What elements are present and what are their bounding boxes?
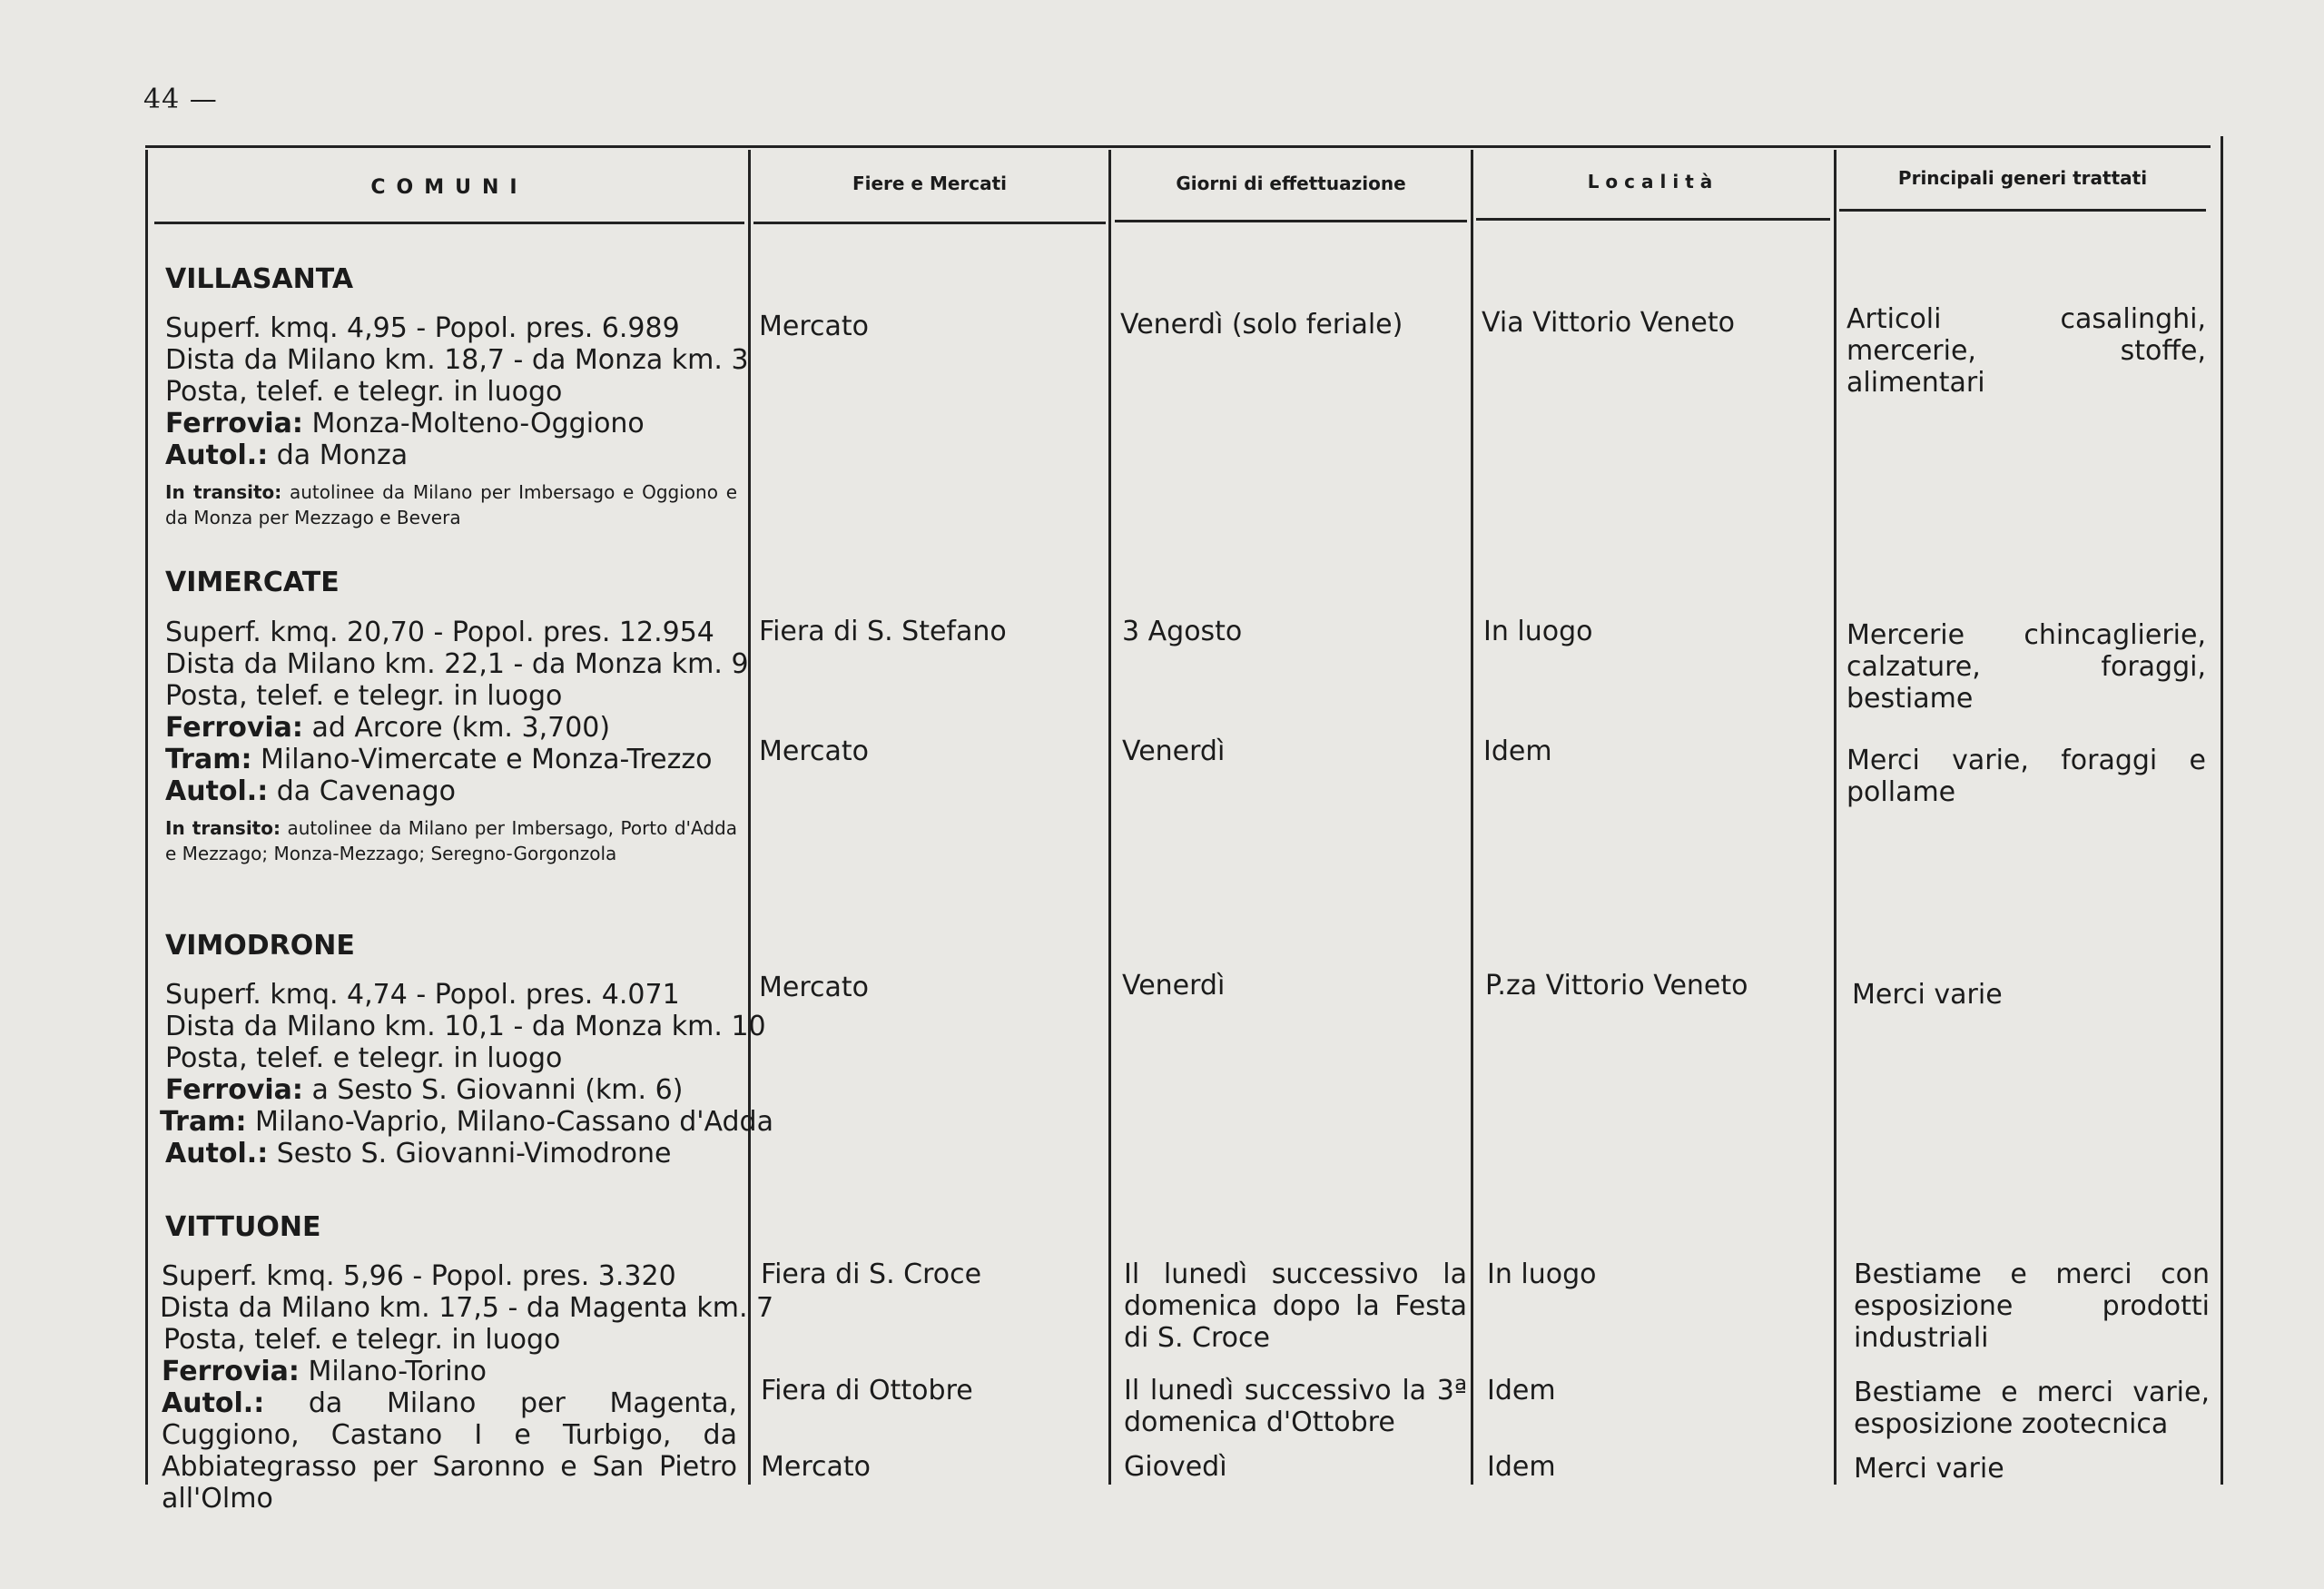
header-rule (753, 222, 1106, 224)
comune-tram: Tram: Milano-Vimercate e Monza-Trezzo (165, 744, 713, 775)
fiera-tipo: Fiera di S. Stefano (759, 616, 1007, 647)
comune-ferrovia: Ferrovia: a Sesto S. Giovanni (km. 6) (165, 1074, 684, 1106)
fiera-generi: Bestiame e merci con esposizione prodotti industriali (1854, 1258, 2210, 1354)
header-giorni: Giorni di effettuazione (1176, 173, 1406, 194)
comune-autolinee: Autol.: da Milano per Magenta, Cuggiono, Castano I e Turbigo, da Abbiategrasso per Saronno e San Pietro all'Olmo (162, 1387, 737, 1515)
comune-distanza: Dista da Milano km. 17,5 - da Magenta km. 7 (160, 1292, 774, 1324)
fiera-localita: Idem (1487, 1451, 1556, 1483)
table-top-rule (145, 145, 2211, 148)
fiera-giorno: Venerdì (1122, 970, 1226, 1002)
fiera-generi: Merci varie (1852, 979, 2003, 1011)
header-generi: Principali generi trattati (1897, 167, 2148, 189)
fiera-localita: In luogo (1487, 1258, 1597, 1290)
comune-ferrovia: Ferrovia: ad Arcore (km. 3,700) (165, 712, 611, 744)
fiera-localita: In luogo (1483, 616, 1593, 647)
fiera-generi: Bestiame e merci varie, esposizione zootecnica (1854, 1377, 2210, 1440)
fiera-tipo: Fiera di Ottobre (761, 1375, 973, 1406)
fiera-tipo: Mercato (759, 972, 870, 1003)
comune-transito: In transito: autolinee da Milano per Imbersago, Porto d'Adda e Mezzago; Monza-Mezzago; Seregno-Gorgonzola (165, 817, 738, 864)
comune-superficie: Superf. kmq. 20,70 - Popol. pres. 12.954 (165, 617, 714, 648)
column-rule (145, 150, 148, 1485)
comune-name: VIMERCATE (165, 567, 340, 598)
fiera-tipo: Mercato (761, 1451, 872, 1483)
comune-autolinee: Autol.: Sesto S. Giovanni-Vimodrone (165, 1138, 672, 1170)
comune-superficie: Superf. kmq. 5,96 - Popol. pres. 3.320 (162, 1260, 676, 1292)
fiera-localita: Idem (1487, 1375, 1556, 1406)
fiera-generi: Mercerie chincaglierie, calzature, foraggi, bestiame (1846, 619, 2206, 715)
fiera-giorno: 3 Agosto (1122, 616, 1243, 647)
header-rule (1839, 209, 2206, 212)
fiera-localita: P.za Vittorio Veneto (1485, 970, 1748, 1002)
fiera-generi: Articoli casalinghi, mercerie, stoffe, alimentari (1846, 303, 2206, 399)
comune-name: VITTUONE (165, 1211, 321, 1243)
fiera-tipo: Mercato (759, 735, 870, 767)
column-rule (1834, 150, 1837, 1485)
fiera-generi: Merci varie (1854, 1453, 2004, 1485)
comune-superficie: Superf. kmq. 4,74 - Popol. pres. 4.071 (165, 979, 680, 1011)
header-rule (1476, 218, 1830, 221)
header-rule (1115, 220, 1467, 222)
comune-name: VILLASANTA (165, 263, 354, 295)
comune-distanza: Dista da Milano km. 18,7 - da Monza km. 3 (165, 344, 749, 376)
header-comuni: COMUNI (370, 176, 528, 199)
comune-ferrovia: Ferrovia: Milano-Torino (162, 1356, 487, 1387)
comune-posta: Posta, telef. e telegr. in luogo (165, 680, 563, 712)
header-rule (154, 222, 744, 224)
comune-superficie: Superf. kmq. 4,95 - Popol. pres. 6.989 (165, 312, 680, 344)
fiera-tipo: Fiera di S. Croce (761, 1258, 982, 1290)
comune-autolinee: Autol.: da Cavenago (165, 775, 457, 807)
column-rule (1471, 150, 1473, 1485)
column-rule (2221, 136, 2223, 1485)
fiera-localita: Idem (1483, 735, 1552, 767)
column-rule (1108, 150, 1111, 1485)
header-localita: Località (1587, 171, 1719, 192)
fiera-localita: Via Vittorio Veneto (1482, 307, 1735, 339)
comune-name: VIMODRONE (165, 930, 355, 962)
fiera-giorno: Giovedì (1124, 1451, 1227, 1483)
comune-posta: Posta, telef. e telegr. in luogo (165, 1042, 563, 1074)
header-fiere: Fiere e Mercati (852, 173, 1008, 194)
comune-autolinee: Autol.: da Monza (165, 439, 409, 471)
fiera-generi: Merci varie, foraggi e pollame (1846, 745, 2206, 808)
comune-posta: Posta, telef. e telegr. in luogo (163, 1324, 561, 1356)
comune-ferrovia: Ferrovia: Monza-Molteno-Oggiono (165, 408, 645, 439)
comune-transito: In transito: autolinee da Milano per Imbersago e Oggiono e da Monza per Mezzago e Bevera (165, 481, 737, 528)
comune-distanza: Dista da Milano km. 10,1 - da Monza km. 10 (165, 1011, 766, 1042)
fiera-giorno: Il lunedì successivo la domenica dopo la Festa di S. Croce (1124, 1258, 1467, 1354)
page-number: 44 — (143, 84, 218, 115)
fiera-giorno: Venerdì (solo feriale) (1120, 309, 1403, 340)
fiera-tipo: Mercato (759, 311, 870, 342)
comune-posta: Posta, telef. e telegr. in luogo (165, 376, 563, 408)
comune-distanza: Dista da Milano km. 22,1 - da Monza km. 9 (165, 648, 749, 680)
fiera-giorno: Venerdì (1122, 735, 1226, 767)
fiera-giorno: Il lunedì successivo la 3ª domenica d'Ottobre (1124, 1375, 1467, 1438)
comune-tram: Tram: Milano-Vaprio, Milano-Cassano d'Adda (160, 1106, 773, 1138)
